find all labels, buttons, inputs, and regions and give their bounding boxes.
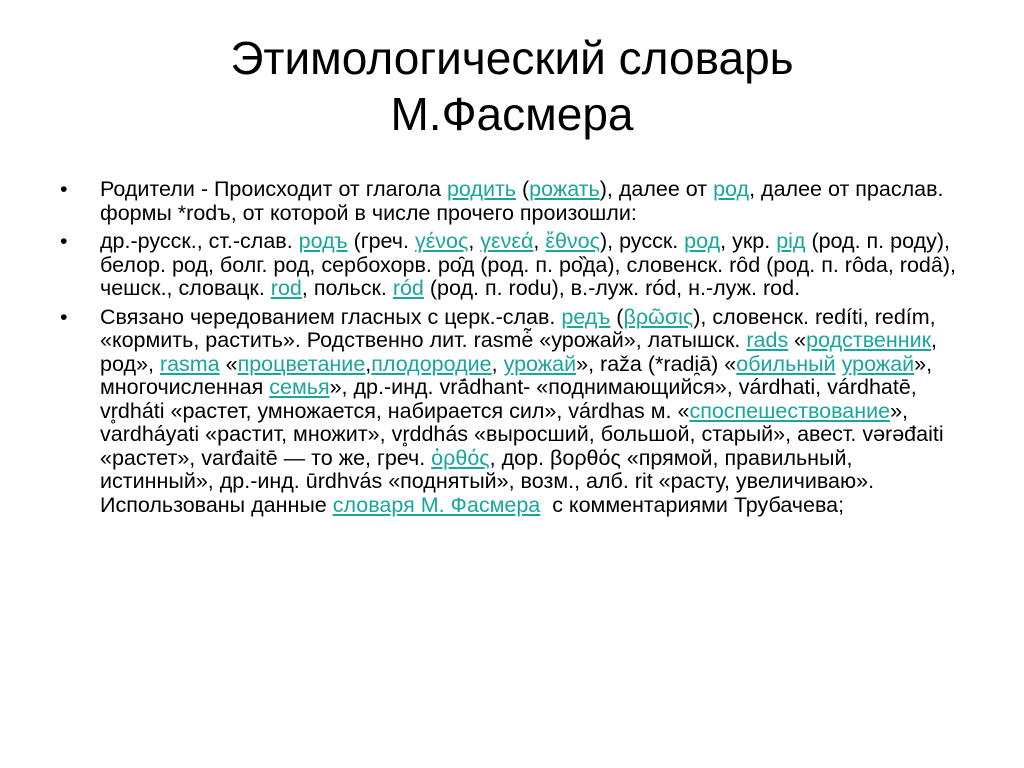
dictionary-link[interactable]: родить: [446, 177, 516, 201]
bullet-text: », raža (*radi̯ā) «: [576, 351, 737, 376]
bullet-text: «: [219, 351, 238, 376]
slide-title: [60, 30, 964, 142]
dictionary-link[interactable]: rads: [746, 328, 789, 352]
dictionary-link[interactable]: род: [684, 229, 721, 253]
bullet-text: , род»,: [100, 328, 943, 376]
slide-title-line-2: М.Фасмера: [390, 88, 634, 140]
dictionary-link[interactable]: словаря М. Фасмера: [332, 492, 541, 517]
bullet-text: (род. п. rodu), в.-луж. ród, н.-луж. rod.: [423, 276, 801, 300]
dictionary-link[interactable]: родственник: [806, 328, 932, 352]
dictionary-link[interactable]: βρῶσις: [623, 304, 694, 329]
dictionary-link[interactable]: γενεά: [480, 229, 534, 253]
dictionary-link[interactable]: rasma: [159, 351, 220, 376]
bullet-item: [60, 230, 968, 301]
dictionary-link[interactable]: ród: [392, 276, 424, 300]
bullet-text: », многочисленная: [100, 351, 939, 399]
bullet-item: [60, 178, 968, 225]
dictionary-link[interactable]: rod: [270, 276, 302, 300]
bullet-text: Связано чередованием гласных с церк.-слав.: [100, 304, 562, 329]
bullet-marker: •: [60, 304, 68, 329]
dictionary-link[interactable]: плодородие: [371, 351, 492, 376]
dictionary-link[interactable]: родъ: [298, 229, 348, 253]
bullet-text: ,: [365, 351, 372, 376]
bullet-text: , далее от праслав. формы *rodъ, от которой в числе прочего произошли:: [100, 177, 950, 225]
bullet-text: (: [610, 304, 624, 329]
dictionary-link[interactable]: урожай: [841, 351, 915, 376]
dictionary-link[interactable]: обильный: [736, 351, 836, 376]
bullet-text: ,: [533, 229, 546, 253]
slide-title-line-1: Этимологический словарь: [230, 32, 794, 84]
dictionary-link[interactable]: споспешествование: [689, 398, 891, 423]
bullet-text: (: [516, 177, 530, 201]
bullet-text: ,: [491, 351, 504, 376]
bullet-text: ,: [468, 229, 481, 253]
dictionary-link[interactable]: урожай: [503, 351, 577, 376]
bullet-text: «: [788, 328, 807, 352]
bullet-text: , дор. βορθός «прямой, правильный, истинный», др.-инд. ūrdhvás «поднятый», возм., алб. rit «расту, увеличиваю». Использованы данные: [100, 445, 881, 517]
bullet-text: ), русск.: [599, 229, 685, 253]
bullet-text: (греч.: [347, 229, 415, 253]
dictionary-link[interactable]: редъ: [561, 304, 611, 329]
dictionary-link[interactable]: род: [713, 177, 750, 201]
bullet-text: ), словенск. redíti, redím, «кормить, растить». Родственно лит. rasmė̃ «урожай», латышск.: [100, 304, 942, 352]
bullet-item: [60, 306, 968, 518]
bullet-text: ), далее от: [599, 177, 714, 201]
dictionary-link[interactable]: ἔθνος: [545, 229, 600, 253]
bullet-list: [60, 178, 968, 522]
dictionary-link[interactable]: рiд: [776, 229, 806, 253]
bullet-text: (род. п. роду), белор. род, болг. род, сербохорв. ро̑д (род. п. ро̏да), словенск. rȏd (род. п. rôda, rodȃ), чешск., словацк.: [100, 229, 962, 300]
dictionary-link[interactable]: процветание: [237, 351, 366, 376]
bullet-text: др.-русск., ст.-слав.: [100, 229, 299, 253]
dictionary-link[interactable]: ὀρθός: [431, 445, 490, 470]
bullet-text: », vardháyati «растит, множит», vr̥ddhás «выросший, большой, старый», авест. vərəđaiti «растет», varđaitē — то же, греч.: [100, 398, 950, 470]
dictionary-link[interactable]: семья: [269, 375, 330, 399]
bullet-text: с комментариями Трубачева;: [540, 492, 845, 517]
bullet-marker: •: [60, 177, 68, 201]
dictionary-link[interactable]: γένος: [414, 229, 469, 253]
bullet-text: , укр.: [720, 229, 777, 253]
dictionary-link[interactable]: рожать: [529, 177, 600, 201]
bullet-text: Родители - Происходит от глагола: [100, 177, 447, 201]
bullet-text: , польск.: [301, 276, 393, 300]
bullet-marker: •: [60, 229, 68, 253]
bullet-text: », др.-инд. vrā́dhant- «поднимающийся», várdhati, várdhatē, vr̥dháti «растет, умножается, набирается сил», várdhas м. «: [100, 375, 923, 423]
